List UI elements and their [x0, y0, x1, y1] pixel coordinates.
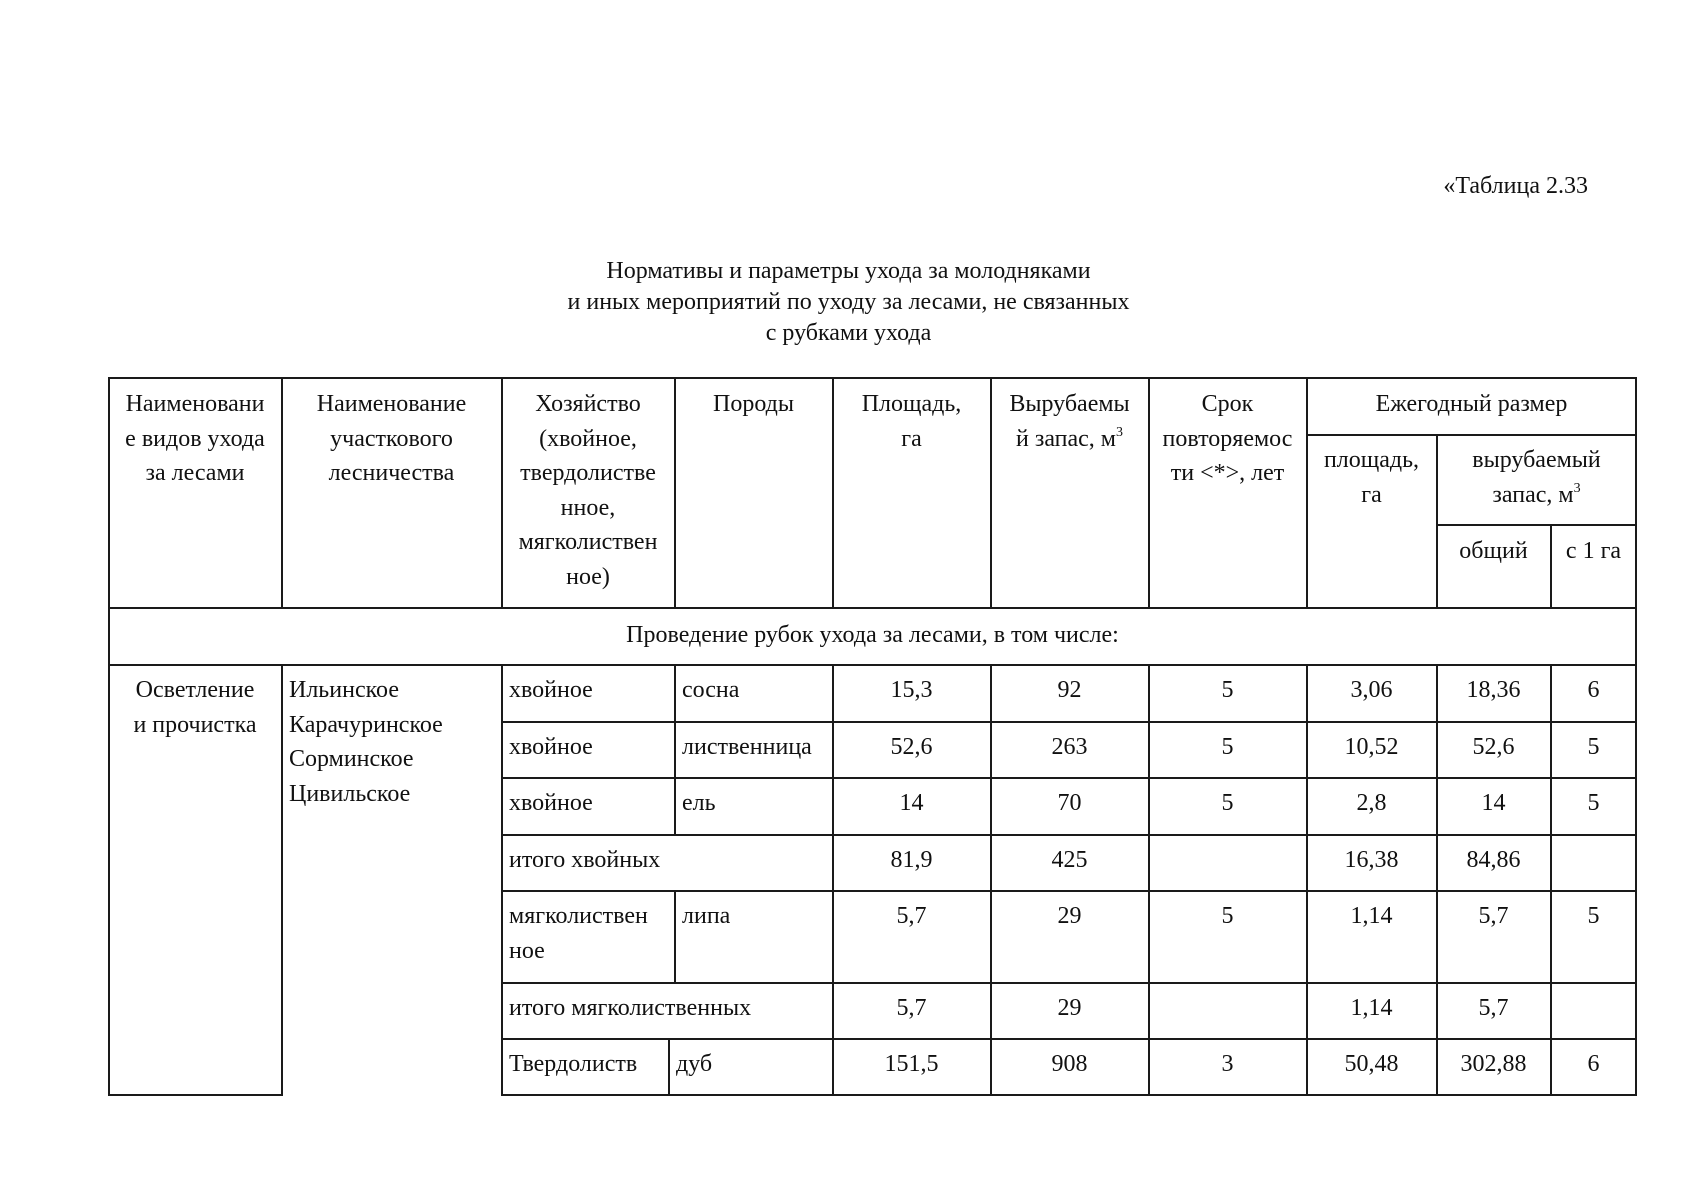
table-cell: 5: [1587, 790, 1600, 816]
table-cell: 84,86: [1466, 847, 1521, 873]
table-number: «Таблица 2.33: [1443, 173, 1588, 199]
subtotal-label: итого хвойных: [509, 847, 661, 873]
header-line: участкового: [330, 425, 453, 452]
rule: [674, 890, 676, 982]
rule: [108, 607, 1637, 609]
header-line: твердолистве: [520, 460, 656, 486]
rule: [501, 834, 1637, 836]
header-volume: [990, 387, 1149, 456]
table-cell: 52,6: [890, 734, 933, 760]
rule: [501, 1038, 1637, 1040]
cell-line: Сорминское: [289, 746, 414, 772]
rule: [1436, 664, 1438, 1096]
table-cell: 70: [1057, 790, 1082, 816]
rule: [501, 721, 1637, 723]
header-line: Ежегодный размер: [1375, 391, 1568, 417]
table-cell: 92: [1057, 677, 1082, 703]
document-title: [0, 256, 1697, 349]
title-line: с рубками ухода: [765, 320, 932, 346]
header-line: е видов ухода: [125, 425, 265, 452]
table-cell: 1,14: [1350, 995, 1393, 1021]
table-cell: 263: [1051, 734, 1088, 760]
table-cell: 5: [1587, 903, 1600, 929]
table-cell: 10,52: [1344, 734, 1399, 760]
header-line: Срок: [1201, 391, 1254, 417]
table-cell: 29: [1057, 995, 1082, 1021]
header-line: Наименовани: [125, 391, 265, 417]
header-line: ное): [566, 563, 610, 590]
table-cell: 3: [1221, 1051, 1234, 1077]
table-cell: 5,7: [1478, 995, 1509, 1021]
table-cell: лиственница: [682, 734, 812, 760]
header-line: га: [1361, 481, 1382, 508]
header-forestry: [281, 387, 502, 491]
table-cell: 29: [1057, 903, 1082, 929]
table-cell: 425: [1051, 847, 1088, 873]
section-title: Проведение рубок ухода за лесами, в том числе:: [626, 622, 1119, 648]
cell-line: Карачуринское: [289, 711, 443, 738]
rule: [501, 890, 1637, 892]
rule: [1550, 664, 1552, 1096]
table-cell: 6: [1587, 1051, 1600, 1077]
superscript: 3: [1116, 424, 1123, 440]
table-cell: 1,14: [1350, 903, 1393, 929]
header-line: вырубаемый: [1472, 447, 1601, 473]
rule: [501, 1094, 1637, 1096]
table-cell: 3,06: [1350, 677, 1393, 703]
table-cell: 18,36: [1466, 677, 1521, 703]
header-per-ha: [1550, 534, 1637, 569]
rule: [501, 777, 1637, 779]
header-annual-area: [1306, 443, 1437, 512]
header-area: [832, 387, 991, 456]
table-cell: 151,5: [884, 1051, 939, 1077]
title-line: и иных мероприятий по уходу за лесами, не связанных: [567, 289, 1130, 315]
header-line: Наименование: [316, 391, 467, 417]
header-line: [1436, 478, 1637, 513]
header-care-type: [108, 387, 282, 491]
table-cell: дуб: [676, 1051, 713, 1077]
table-cell: хвойное: [509, 734, 593, 760]
cell-line: и прочистка: [133, 711, 257, 738]
table-cell: 5,7: [896, 995, 927, 1021]
header-line: [990, 422, 1149, 457]
table-cell: 52,6: [1472, 734, 1515, 760]
title-line: Нормативы и параметры ухода за молодняками: [606, 258, 1091, 284]
cell-line: Цивильское: [289, 780, 411, 807]
header-line: Площадь,: [861, 391, 962, 417]
header-line: нное,: [560, 494, 616, 521]
table-cell: 5: [1221, 790, 1234, 816]
cell-line: Осветление: [135, 677, 255, 703]
rule: [501, 982, 1637, 984]
header-text: й запас, м: [1016, 425, 1116, 452]
header-line: повторяемос: [1162, 425, 1293, 452]
superscript: 3: [1573, 480, 1581, 496]
table-cell: хвойное: [509, 677, 593, 703]
table-cell: 5: [1221, 734, 1234, 760]
rule: [674, 664, 676, 835]
table-cell: 81,9: [890, 847, 933, 873]
table-cell: [509, 899, 648, 968]
rule: [501, 664, 503, 1096]
rule: [668, 1038, 670, 1096]
rule: [990, 664, 992, 1096]
care-type-cell: [108, 673, 282, 742]
rule: [1306, 664, 1308, 1096]
rule: [1306, 434, 1637, 436]
cell-line: ное: [509, 937, 545, 964]
header-line: площадь,: [1323, 447, 1420, 473]
header-line: га: [901, 425, 922, 452]
table-cell: 14: [1481, 790, 1506, 816]
header-farm: [501, 387, 675, 594]
table-cell: 5: [1587, 734, 1600, 760]
header-line: Вырубаемы: [1009, 391, 1130, 417]
norms-table: [108, 377, 1637, 1095]
header-line: ти <*>, лет: [1170, 460, 1285, 486]
header-line: за лесами: [145, 460, 245, 486]
header-line: с 1 га: [1565, 538, 1622, 564]
rule: [108, 377, 1637, 379]
rule: [1148, 664, 1150, 1096]
table-cell: 5,7: [896, 903, 927, 929]
table-cell: Твердолиств: [509, 1051, 638, 1077]
header-text: запас, м: [1492, 481, 1574, 508]
header-line: лесничества: [328, 460, 455, 486]
rule: [108, 664, 1637, 666]
header-annual: [1306, 387, 1637, 422]
header-line: общий: [1459, 538, 1528, 564]
table-cell: 16,38: [1344, 847, 1399, 873]
cell-line: Ильинское: [289, 677, 399, 703]
table-cell: 5: [1221, 903, 1234, 929]
table-cell: 908: [1051, 1051, 1088, 1077]
cell-line: мягколиствен: [509, 903, 648, 929]
header-annual-volume: [1436, 443, 1637, 512]
header-line: Породы: [713, 391, 794, 417]
header-line: Хозяйство: [535, 391, 641, 417]
header-total: [1436, 534, 1551, 569]
rule: [108, 1094, 282, 1096]
table-cell: 6: [1587, 677, 1600, 703]
header-line: мягколиствен: [518, 529, 658, 555]
rule: [832, 664, 834, 1096]
header-period: [1148, 387, 1307, 491]
header-line: (хвойное,: [539, 425, 637, 452]
subtotal-label: итого мягколиственных: [509, 995, 752, 1021]
table-cell: 5,7: [1478, 903, 1509, 929]
table-cell: 14: [899, 790, 924, 816]
table-cell: 50,48: [1344, 1051, 1399, 1077]
table-cell: ель: [682, 790, 716, 816]
table-cell: 302,88: [1460, 1051, 1527, 1077]
table-cell: 2,8: [1356, 790, 1387, 816]
table-cell: 15,3: [890, 677, 933, 703]
header-species: [674, 387, 833, 422]
table-cell: сосна: [682, 677, 740, 703]
table-cell: хвойное: [509, 790, 593, 816]
rule: [1436, 524, 1637, 526]
table-cell: липа: [682, 903, 731, 929]
forestry-cell: [289, 673, 499, 811]
table-cell: 5: [1221, 677, 1234, 703]
